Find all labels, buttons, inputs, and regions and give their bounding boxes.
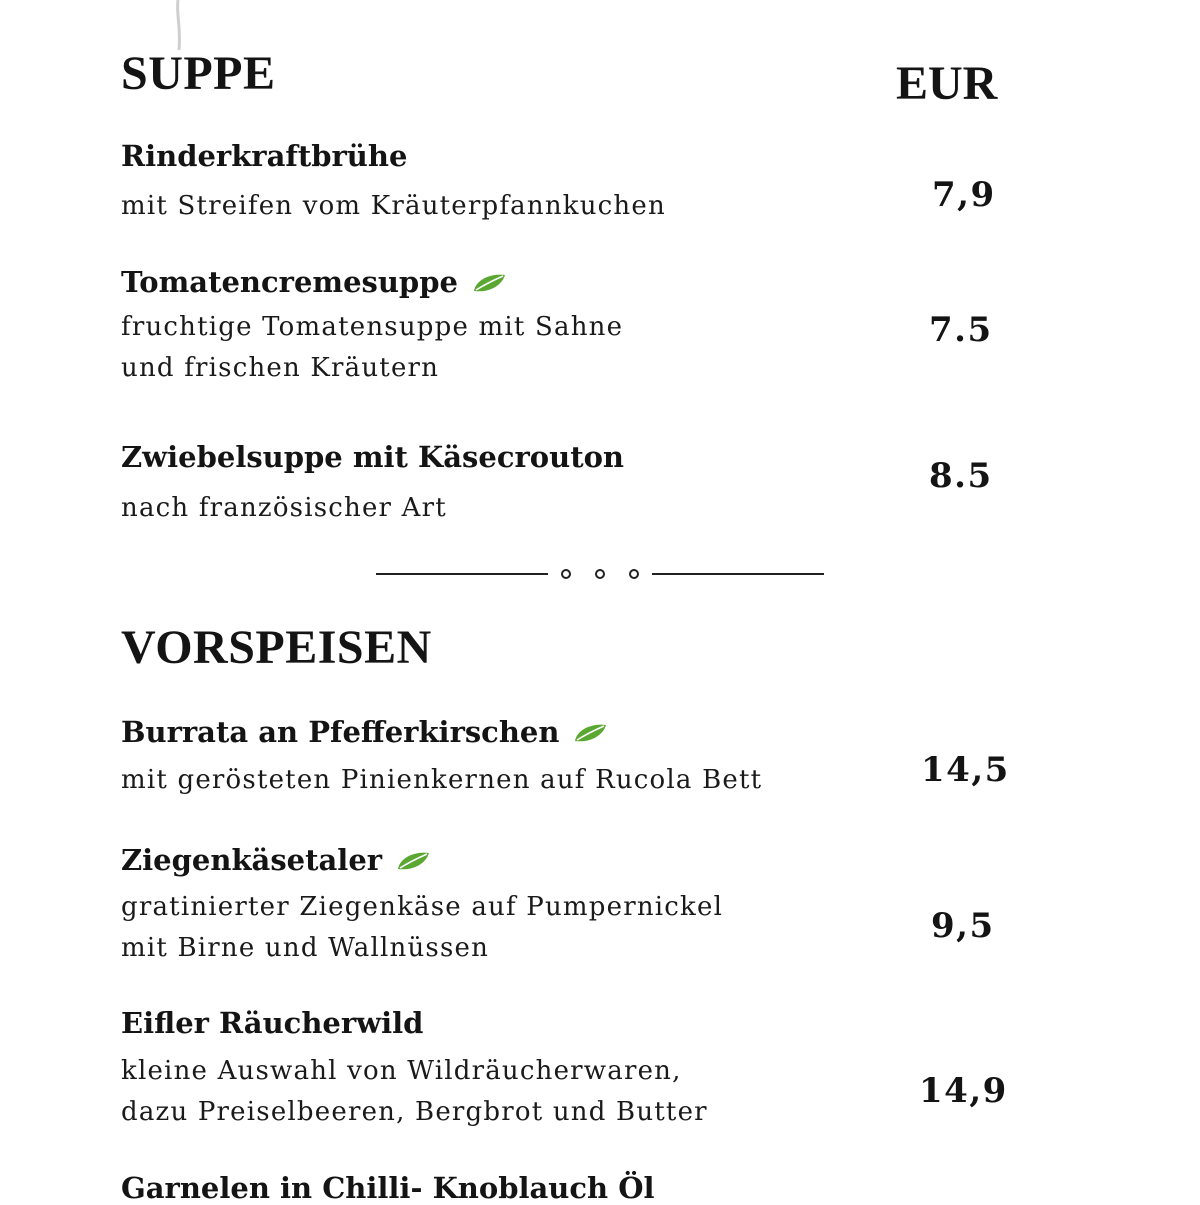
price-zwiebelsuppe: 8.5 — [929, 456, 993, 496]
dish-name-garnelen — [121, 1171, 655, 1205]
price-tomatencremesuppe: 7.5 — [929, 310, 993, 350]
dish-name-text: Garnelen in Chilli- Knoblauch Öl — [121, 1171, 655, 1205]
section-title-suppe: SUPPE — [121, 47, 276, 100]
dish-description-rinderkraftbruehe — [121, 186, 666, 227]
dish-name-ziegenkaesetaler — [121, 843, 430, 877]
dish-name-text: Burrata an Pfefferkirschen — [121, 715, 560, 749]
dish-description-line: dazu Preiselbeeren, Bergbrot und Butter — [121, 1097, 708, 1127]
ornamental-divider — [376, 560, 826, 588]
dish-description-line: mit Birne und Wallnüssen — [121, 933, 490, 963]
section-title-vorspeisen: VORSPEISEN — [121, 621, 432, 674]
dish-description-line: und frischen Kräutern — [121, 353, 440, 383]
currency-header: EUR — [896, 57, 998, 110]
dish-description-burrata — [121, 760, 762, 801]
dish-name-text: Eifler Räucherwild — [121, 1006, 424, 1040]
price-rinderkraftbruehe: 7,9 — [932, 175, 996, 215]
dish-name-zwiebelsuppe — [121, 440, 625, 474]
price-burrata: 14,5 — [921, 750, 1010, 790]
dish-description-eifler-raeucherwild — [121, 1051, 708, 1133]
dish-description-line: mit Streifen vom Kräuterpfannkuchen — [121, 191, 666, 221]
dish-description-line: nach französischer Art — [121, 493, 447, 523]
dish-name-text: Tomatencremesuppe — [121, 265, 458, 299]
leaf-icon — [396, 851, 430, 871]
price-eifler-raeucherwild: 14,9 — [919, 1071, 1008, 1111]
dish-name-text: Zwiebelsuppe mit Käsecrouton — [121, 440, 625, 474]
dish-name-burrata — [121, 715, 607, 749]
dish-description-ziegenkaesetaler — [121, 887, 723, 969]
dish-name-rinderkraftbruehe — [121, 139, 408, 173]
dish-name-text: Ziegenkäsetaler — [121, 843, 383, 877]
dish-description-line: mit gerösteten Pinienkernen auf Rucola Bett — [121, 765, 763, 795]
dish-name-text: Rinderkraftbrühe — [121, 139, 408, 173]
dish-description-line: kleine Auswahl von Wildräucherwaren, — [121, 1056, 682, 1086]
dish-description-tomatencremesuppe — [121, 307, 623, 389]
leaf-icon — [472, 273, 506, 293]
pen-stroke-mark — [172, 0, 186, 52]
dish-name-tomatencremesuppe — [121, 265, 506, 299]
dish-description-line: gratinierter Ziegenkäse auf Pumpernickel — [121, 892, 724, 922]
price-ziegenkaesetaler: 9,5 — [931, 906, 995, 946]
dish-name-eifler-raeucherwild — [121, 1006, 424, 1040]
leaf-icon — [573, 723, 607, 743]
dish-description-line: fruchtige Tomatensuppe mit Sahne — [121, 312, 624, 342]
dish-description-zwiebelsuppe — [121, 488, 447, 529]
